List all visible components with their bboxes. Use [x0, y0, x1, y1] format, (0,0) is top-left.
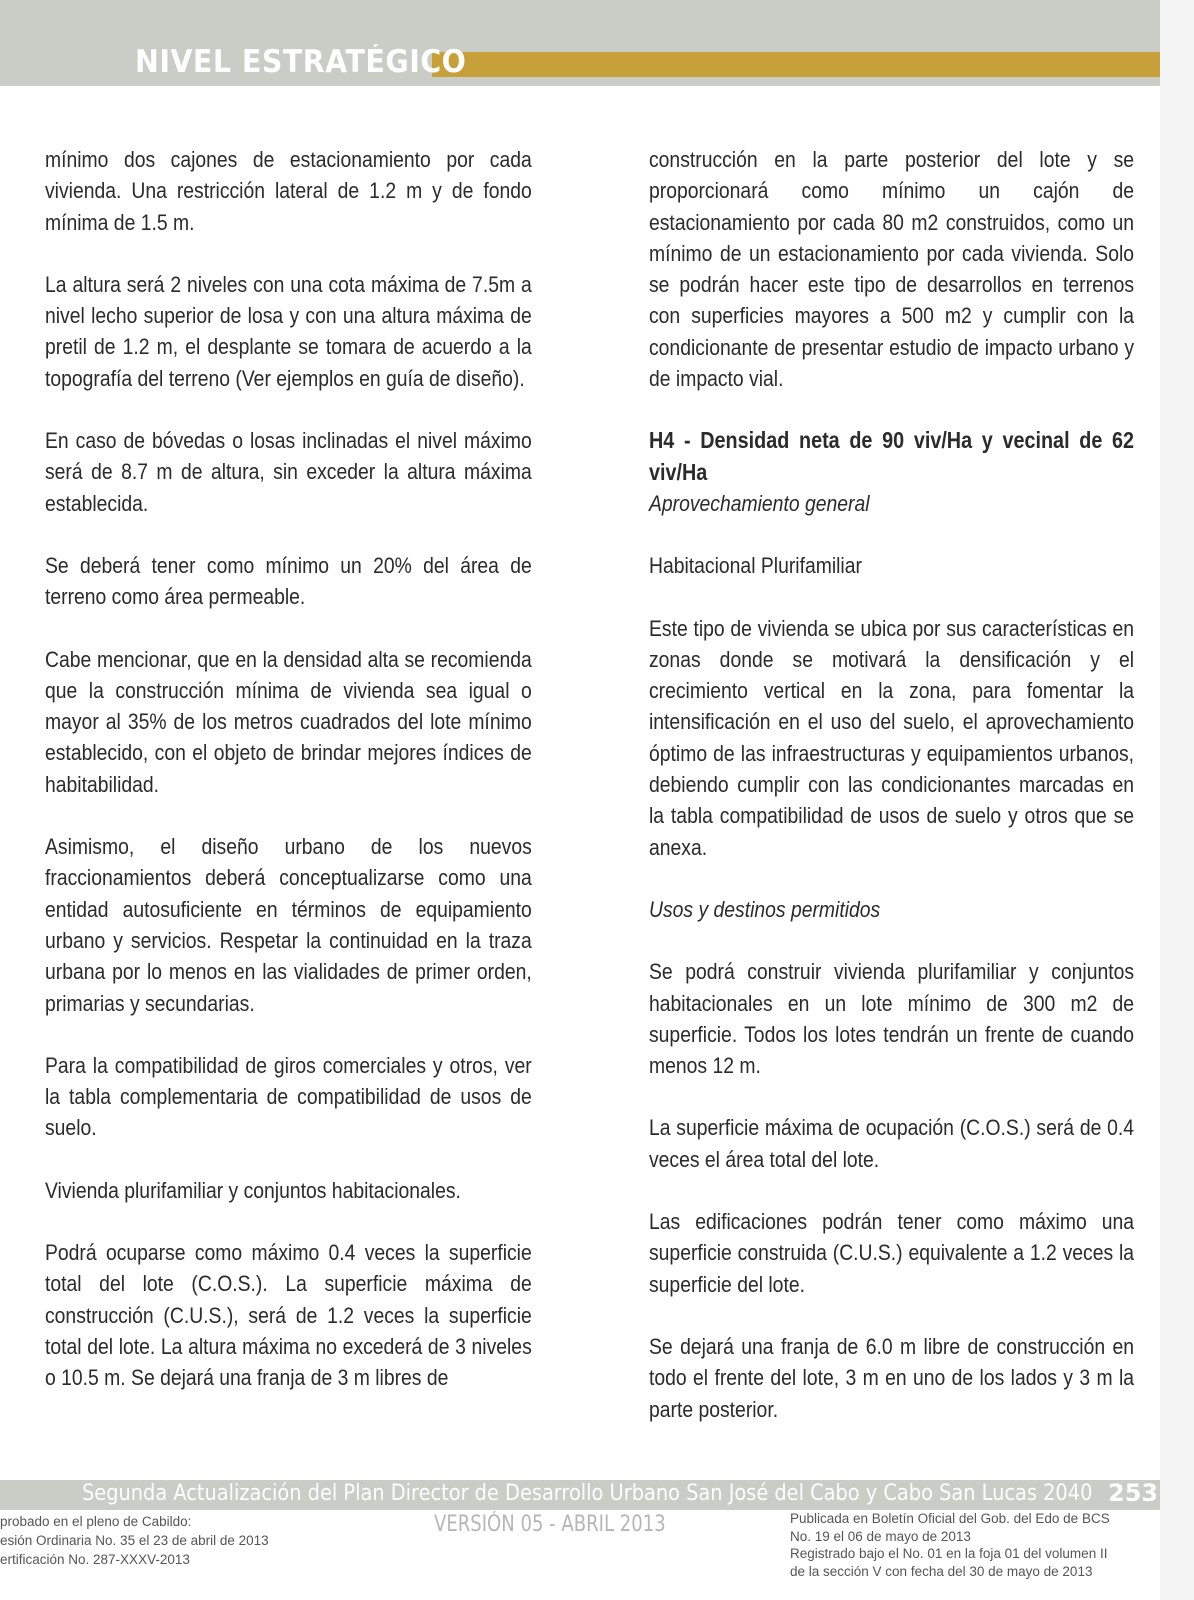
- uses-heading: Usos y destinos permitidos: [649, 896, 881, 922]
- left-column: [45, 144, 532, 1425]
- paragraph: mínimo dos cajones de estacionamiento por cada vivienda. Una restricción lateral de 1.2 m y de fondo mínima de 1.5 m.: [45, 147, 532, 235]
- publication-line: de la sección V con fecha del 30 de mayo de 2013: [790, 1563, 1093, 1579]
- publication-line: Registrado bajo el No. 01 en la foja 01 del volumen II: [790, 1546, 1108, 1561]
- paragraph: Se deberá tener como mínimo un 20% del área de terreno como área permeable.: [45, 552, 532, 610]
- paragraph: Las edificaciones podrán tener como máximo una superficie construida (C.U.S.) equivalente a 1.2 veces la superficie del lote.: [649, 1209, 1135, 1297]
- publication-info: [790, 1510, 1110, 1580]
- approval-line: esión Ordinaria No. 35 el 23 de abril de 2013: [0, 1533, 269, 1548]
- type-label: Habitacional Plurifamiliar: [649, 553, 862, 579]
- approval-line: ertificación No. 287-XXXV-2013: [0, 1552, 190, 1567]
- paragraph: Cabe mencionar, que en la densidad alta se recomienda que la construcción mínima de vivienda sea igual o mayor al 35% de los metros cuadrados del lote mínimo establecido, con el objeto de brindar mejores índices de habitabilidad.: [45, 646, 532, 797]
- paragraph: La altura será 2 niveles con una cota máxima de 7.5m a nivel lecho superior de losa y con una altura máxima de pretil de 1.2 m, el desplante se tomara de acuerdo a la topografía del terreno (Ver ejemplos en guía de diseño).: [45, 271, 532, 391]
- approval-line: probado en el pleno de Cabildo:: [0, 1514, 192, 1529]
- subheading: Aprovechamiento general: [649, 490, 870, 516]
- paragraph: En caso de bóvedas o losas inclinadas el nivel máximo será de 8.7 m de altura, sin exceder la altura máxima establecida.: [45, 428, 532, 516]
- approval-info: [0, 1512, 269, 1569]
- page-edge: [1160, 0, 1194, 1600]
- paragraph: Se podrá construir vivienda plurifamiliar y conjuntos habitacionales en un lote mínimo de 300 m2 de superficie. Todos los lotes tendrán un frente de cuando menos 12 m.: [649, 959, 1135, 1079]
- zone-heading: H4 - Densidad neta de 90 viv/Ha y vecinal de 62 viv/Ha: [649, 427, 1135, 485]
- paragraph: La superficie máxima de ocupación (C.O.S.) será de 0.4 veces el área total del lote.: [649, 1115, 1135, 1172]
- version-label: VERSIÓN 05 - ABRIL 2013: [434, 1512, 666, 1537]
- section-title: NIVEL ESTRATÉGICO: [135, 44, 467, 80]
- header-accent-bar: [432, 52, 1160, 77]
- paragraph: construcción en la parte posterior del lote y se proporcionará como mínimo un cajón de estacionamiento por cada 80 m2 construidos, como un mínimo de un estacionamiento por cada vivienda. Solo se podrán hacer este tipo de desarrollos en terrenos con superficies mayores a 500 m2 y cumplir con la condicionante de presentar estudio de impacto urbano y de impacto vial.: [649, 147, 1135, 392]
- document-title: Segunda Actualización del Plan Director de Desarrollo Urbano San José del Cabo y Cabo San Lucas 2040: [82, 1481, 1093, 1506]
- right-column: [649, 144, 1134, 1456]
- paragraph: Para la compatibilidad de giros comerciales y otros, ver la tabla complementaria de compatibilidad de usos de suelo.: [45, 1052, 532, 1141]
- paragraph: Podrá ocuparse como máximo 0.4 veces la superficie total del lote (C.O.S.). La superficie máxima de construcción (C.U.S.), será de 1.2 veces la superficie total del lote. La altura máxima no excederá de 3 niveles o 10.5 m. Se dejará una franja de 3 m libres de: [45, 1240, 532, 1391]
- paragraph: Se dejará una franja de 6.0 m libre de construcción en todo el frente del lote, 3 m en uno de los lados y 3 m la parte posterior.: [649, 1333, 1135, 1422]
- paragraph: Vivienda plurifamiliar y conjuntos habitacionales.: [45, 1177, 461, 1203]
- publication-line: Publicada en Boletín Oficial del Gob. del Edo de BCS: [790, 1511, 1110, 1526]
- paragraph: Asimismo, el diseño urbano de los nuevos fraccionamientos deberá conceptualizarse como una entidad autosuficiente en términos de equipamiento urbano y servicios. Respetar la continuidad en la traza urbana por lo menos en las vialidades de primer orden, primarias y secundarias.: [45, 834, 532, 1016]
- page-number: 253: [1108, 1479, 1159, 1507]
- publication-line: No. 19 el 06 de mayo de 2013: [790, 1528, 971, 1544]
- paragraph: Este tipo de vivienda se ubica por sus características en zonas donde se motivará la densificación y el crecimiento vertical en la zona, para fomentar la intensificación en el uso del suelo, el aprovechamiento óptimo de las infraestructuras y equipamientos urbanos, debiendo cumplir con las condicionantes marcadas en la tabla compatibilidad de usos de suelo y otros que se anexa.: [649, 615, 1135, 860]
